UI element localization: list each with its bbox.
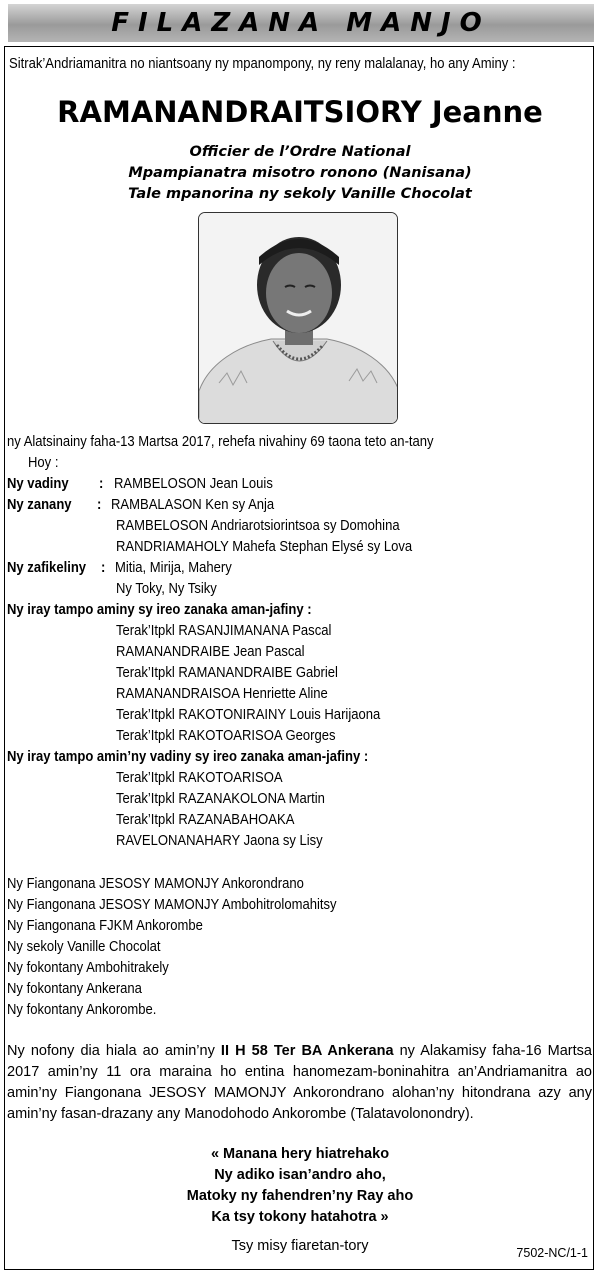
- spouse-sibling-name: RAVELONANAHARY Jaona sy Lisy: [116, 833, 323, 849]
- funeral-text: ny Alakamisy faha-16 Martsa 2017 amin’ny 11 ora maraina ho entina hanomezam-boninahitra an’Andriamanitra ao amin’ny Fiangonana JESOSY MAMONJY Ankorondrano alohan’ny hitondrana azy any amin’ny fasan-drazany any Manodohodo Ankorombe (Talatavolonondry).: [7, 1043, 592, 1122]
- organization-item: Ny fokontany Ankorombe.: [7, 1002, 157, 1018]
- colon: :: [99, 476, 104, 492]
- colon: :: [97, 497, 102, 513]
- child-name: RANDRIAMAHOLY Mahefa Stephan Elysé sy Lova: [116, 539, 413, 555]
- organization-item: Ny Fiangonana JESOSY MAMONJY Ankorondrano: [7, 876, 304, 892]
- sibling-name: Terak’Itpkl RAMANANDRAIBE Gabriel: [116, 665, 338, 681]
- intro-text: Sitrak’Andriamanitra no niantsoany ny mpanompony, ny reny malalanay, ho any Aminy :: [9, 56, 516, 72]
- verse-line: Ka tsy tokony hatahotra »: [211, 1209, 389, 1225]
- verse-line: Matoky ny fahendren’ny Ray aho: [186, 1188, 414, 1204]
- spouse-label: Ny vadiny: [7, 476, 69, 492]
- closing-text: Tsy misy fiaretan-tory: [231, 1238, 369, 1254]
- grandchildren-names: Ny Toky, Ny Tsiky: [116, 581, 217, 597]
- sibling-name: Terak’Itpkl RAKOTONIRAINY Louis Harijaona: [116, 707, 381, 723]
- organization-item: Ny Fiangonana JESOSY MAMONJY Ambohitrolomahitsy: [7, 897, 337, 913]
- grandchildren-label: Ny zafikeliny: [7, 560, 87, 576]
- funeral-address: II H 58 Ter BA Ankerana: [220, 1043, 394, 1059]
- spouse-siblings-label: Ny iray tampo amin’ny vadiny sy ireo zanaka aman-jafiny :: [7, 749, 369, 765]
- grandchildren-names: Mitia, Mirija, Mahery: [115, 560, 232, 576]
- deceased-title: Mpampianatra misotro ronono (Nanisana): [128, 165, 472, 181]
- portrait-photo: [198, 212, 398, 424]
- siblings-label: Ny iray tampo aminy sy ireo zanaka aman-jafiny :: [7, 602, 312, 618]
- child-name: RAMBALASON Ken sy Anja: [111, 497, 275, 513]
- deceased-title: Tale mpanorina ny sekoly Vanille Chocolat: [128, 186, 472, 202]
- organization-item: Ny fokontany Ankerana: [7, 981, 142, 997]
- hoy-label: Hoy :: [28, 455, 59, 471]
- header-title: FILAZANA MANJO: [111, 8, 491, 38]
- header-banner: [8, 4, 594, 42]
- spouse-sibling-name: Terak’Itpkl RAZANAKOLONA Martin: [116, 791, 325, 807]
- sibling-name: RAMANANDRAIBE Jean Pascal: [116, 644, 305, 660]
- children-label: Ny zanany: [7, 497, 72, 513]
- deceased-title: Officier de l’Ordre National: [189, 144, 411, 160]
- reference-code: 7502-NC/1-1: [516, 1246, 588, 1260]
- funeral-text: Ny nofony dia hiala ao amin’ny: [7, 1043, 221, 1059]
- sibling-name: RAMANANDRAISOA Henriette Aline: [116, 686, 328, 702]
- portrait-illustration: [199, 213, 398, 424]
- funeral-paragraph: [7, 1041, 592, 1125]
- colon: :: [101, 560, 106, 576]
- death-line: ny Alatsinainy faha-13 Martsa 2017, rehefa nivahiny 69 taona teto an-tany: [7, 434, 434, 450]
- deceased-name: RAMANANDRAITSIORY Jeanne: [57, 95, 543, 129]
- sibling-name: Terak’Itpkl RAKOTOARISOA Georges: [116, 728, 336, 744]
- sibling-name: Terak’Itpkl RASANJIMANANA Pascal: [116, 623, 332, 639]
- organization-item: Ny fokontany Ambohitrakely: [7, 960, 169, 976]
- verse-line: « Manana hery hiatrehako: [210, 1146, 390, 1162]
- spouse-sibling-name: Terak’Itpkl RAKOTOARISOA: [116, 770, 283, 786]
- verse-line: Ny adiko isan’andro aho,: [214, 1167, 386, 1183]
- organization-item: Ny sekoly Vanille Chocolat: [7, 939, 161, 955]
- spouse-sibling-name: Terak’Itpkl RAZANABAHOAKA: [116, 812, 295, 828]
- child-name: RAMBELOSON Andriarotsiorintsoa sy Domohina: [116, 518, 400, 534]
- spouse-name: RAMBELOSON Jean Louis: [114, 476, 273, 492]
- organization-item: Ny Fiangonana FJKM Ankorombe: [7, 918, 203, 934]
